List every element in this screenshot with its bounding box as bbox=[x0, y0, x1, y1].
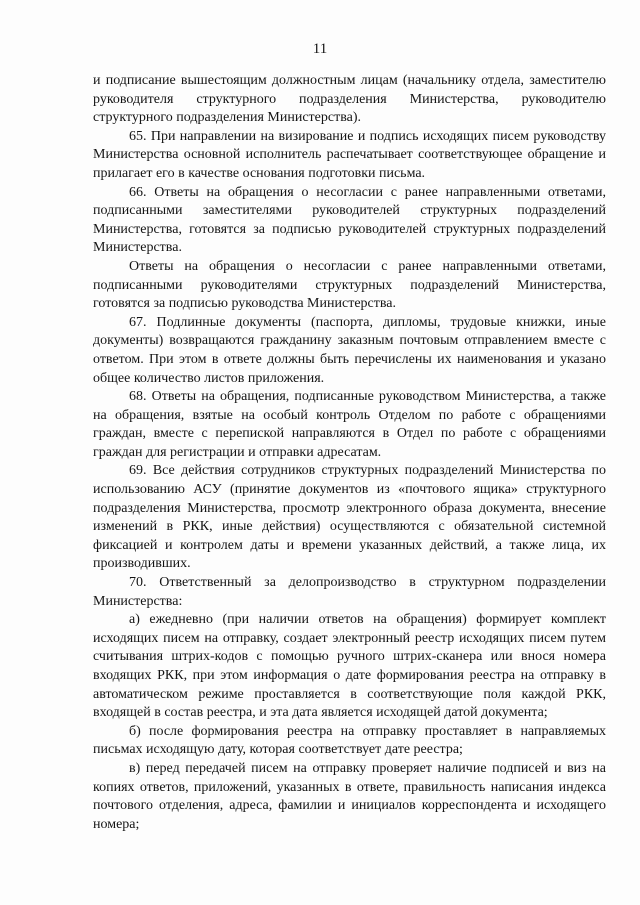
paragraph: 68. Ответы на обращения, подписанные руководством Министерства, а также на обращения, взятые на особый контроль Отделом по работе с обращениями граждан, вместе с перепиской направляются в Отдел по работе с обращениями граждан для регистрации и отправки адресатам. bbox=[93, 389, 606, 460]
document-body bbox=[93, 72, 606, 834]
paragraph: 69. Все действия сотрудников структурных подразделений Министерства по использованию АСУ (принятие документов из «почтового ящика» структурного подразделения Министерства, просмотр электронного образа документа, внесение изменений в РКК, иные действия) осуществляются с обязательной системной фиксацией и контролем даты и времени указанных действий, а также лица, их производивших. bbox=[93, 463, 606, 572]
paragraph: 66. Ответы на обращения о несогласии с ранее направленными ответами, подписанными заместителями руководителей структурных подразделений Министерства, готовятся за подписью руководителей структурных подразделений Министерства. bbox=[93, 184, 606, 256]
paragraph: а) ежедневно (при наличии ответов на обращения) формирует комплект исходящих писем на отправку, создает электронный реестр исходящих писем путем считывания штрих-кодов с помощью ручного штрих-сканера или внося номера входящих РКК, при этом информация о дате формирования реестра на отправку в автоматическом режиме проставляется в соответствующие поля каждой РКК, входящей в состав реестра, и эта дата является исходящей датой документа; bbox=[93, 612, 606, 721]
paragraph: и подписание вышестоящим должностным лицам (начальнику отдела, заместителю руководителя структурного подразделения Министерства, руководителю структурного подразделения Министерства). bbox=[93, 73, 606, 126]
paragraph: в) перед передачей писем на отправку проверяет наличие подписей и виз на копиях ответов, приложений, указанных в ответе, правильность написания индекса почтового отделения, адреса, фамилии и инициалов корреспондента и исходящего номера; bbox=[93, 760, 606, 832]
paragraph: 70. Ответственный за делопроизводство в структурном подразделении Министерства: bbox=[93, 575, 606, 609]
paragraph: 67. Подлинные документы (паспорта, дипломы, трудовые книжки, иные документы) возвращаются гражданину заказным почтовым отправлением вместе с ответом. При этом в ответе должны быть перечислены их наименования и указано общее количество листов приложения. bbox=[93, 314, 606, 386]
page-number: 11 bbox=[312, 41, 328, 57]
paragraph: Ответы на обращения о несогласии с ранее направленными ответами, подписанными руководителями структурных подразделений Министерства, готовятся за подписью руководства Министерства. bbox=[93, 258, 606, 312]
paragraph: 65. При направлении на визирование и подпись исходящих писем руководству Министерства основной исполнитель распечатывает соответствующее обращение и прилагает его в качестве основания подготовки письма. bbox=[93, 128, 606, 181]
paragraph: б) после формирования реестра на отправку проставляет в направляемых письмах исходящую дату, которая соответствует дате реестра; bbox=[93, 723, 606, 758]
